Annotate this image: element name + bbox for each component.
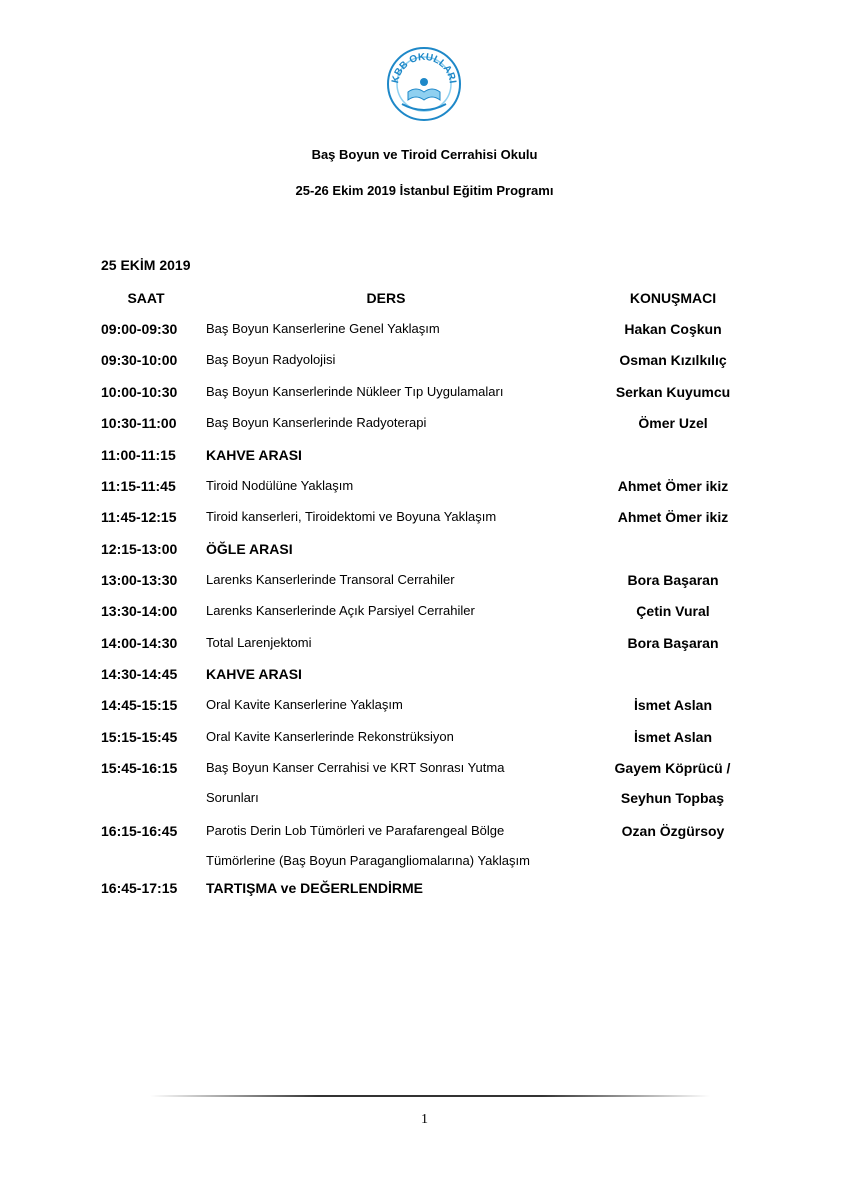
row-speaker: Serkan Kuyumcu (615, 384, 731, 400)
row-lesson: Total Larenjektomi (206, 635, 312, 650)
row-speaker: Bora Başaran (627, 572, 719, 588)
column-header-time: SAAT (127, 290, 165, 306)
column-header-speaker: KONUŞMACI (629, 290, 717, 306)
row-time: 16:15-16:45 (101, 823, 178, 839)
row-lesson: Tiroid Nodülüne Yaklaşım (206, 478, 354, 493)
row-time: 14:00-14:30 (101, 635, 178, 651)
row-time: 11:15-11:45 (101, 478, 176, 494)
school-logo (386, 46, 462, 122)
row-time: 14:30-14:45 (101, 666, 178, 682)
row-time: 13:00-13:30 (101, 572, 178, 588)
row-lesson: KAHVE ARASI (206, 666, 302, 682)
row-time: 14:45-15:15 (101, 697, 178, 713)
row-lesson: Baş Boyun Kanserlerinde Nükleer Tıp Uygulamaları (206, 384, 504, 399)
row-speaker: Hakan Coşkun (624, 321, 722, 337)
row-lesson: Larenks Kanserlerinde Transoral Cerrahiler (206, 572, 455, 587)
row-lesson: TARTIŞMA ve DEĞERLENDİRME (206, 880, 424, 896)
row-speaker: Bora Başaran (627, 635, 719, 651)
row-speaker: Ahmet Ömer ikiz (617, 478, 729, 494)
row-time: 11:00-11:15 (101, 447, 176, 463)
row-time: 16:45-17:15 (101, 880, 178, 896)
row-time: 10:30-11:00 (101, 415, 177, 431)
document-subtitle: 25-26 Ekim 2019 İstanbul Eğitim Programı (295, 183, 554, 198)
row-lesson: Oral Kavite Kanserlerinde Rekonstrüksiyon (206, 729, 454, 744)
row-speaker: Ozan Özgürsoy (621, 823, 725, 839)
row-lesson: KAHVE ARASI (206, 447, 302, 463)
row-lesson: Baş Boyun Kanserlerine Genel Yaklaşım (206, 321, 440, 336)
row-speaker: Osman Kızılkılıç (619, 352, 727, 368)
row-lesson: Parotis Derin Lob Tümörleri ve Parafarengeal Bölge Tümörlerine (Baş Boyun Paragangliomalarına) Yaklaşım (206, 823, 530, 868)
logo-text: KBB OKULLARI (390, 51, 458, 85)
row-lesson: Oral Kavite Kanserlerine Yaklaşım (206, 697, 403, 712)
column-header-lesson: DERS (366, 290, 406, 306)
row-time: 11:45-12:15 (101, 509, 177, 525)
schedule-row (0, 760, 849, 820)
row-time: 15:15-15:45 (101, 729, 178, 745)
row-speaker: Gayem Köprücü / Seyhun Topbaş (614, 760, 731, 806)
day-heading: 25 EKİM 2019 (101, 257, 191, 273)
footer-divider (150, 1095, 710, 1097)
row-speaker: Ömer Uzel (638, 415, 708, 431)
row-time: 09:00-09:30 (101, 321, 178, 337)
row-time: 09:30-10:00 (101, 352, 178, 368)
page-number: 1 (421, 1112, 428, 1127)
row-lesson: Baş Boyun Radyolojisi (206, 352, 336, 367)
row-speaker: İsmet Aslan (633, 697, 713, 713)
row-time: 10:00-10:30 (101, 384, 178, 400)
row-lesson: Larenks Kanserlerinde Açık Parsiyel Cerrahiler (206, 603, 475, 618)
row-time: 13:30-14:00 (101, 603, 178, 619)
row-lesson: Tiroid kanserleri, Tiroidektomi ve Boyuna Yaklaşım (206, 509, 497, 524)
document-title: Baş Boyun ve Tiroid Cerrahisi Okulu (311, 147, 538, 162)
row-time: 15:45-16:15 (101, 760, 178, 776)
row-time: 12:15-13:00 (101, 541, 178, 557)
row-lesson: Baş Boyun Kanser Cerrahisi ve KRT Sonrası Yutma Sorunları (206, 760, 505, 805)
schedule-row (0, 880, 849, 910)
row-speaker: İsmet Aslan (633, 729, 713, 745)
row-speaker: Çetin Vural (636, 603, 710, 619)
row-lesson: ÖĞLE ARASI (206, 541, 293, 557)
row-speaker: Ahmet Ömer ikiz (617, 509, 729, 525)
row-lesson: Baş Boyun Kanserlerinde Radyoterapi (206, 415, 427, 430)
